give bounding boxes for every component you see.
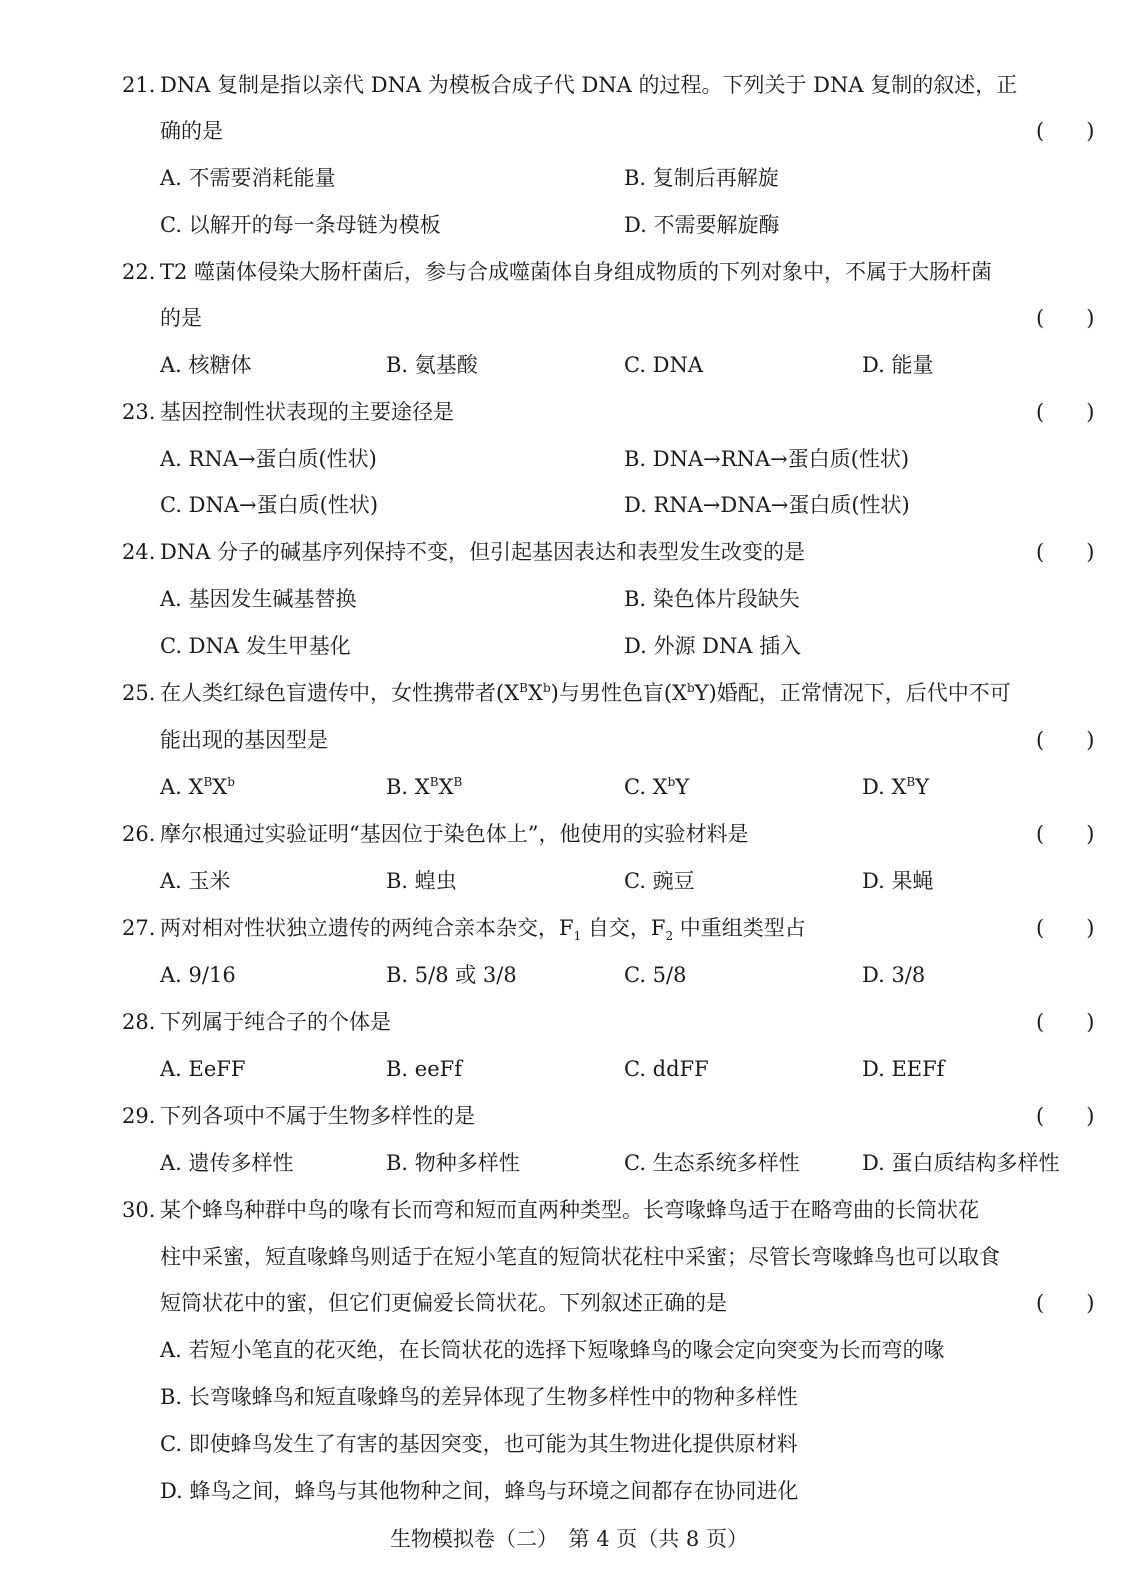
q30-option-c-row [0,1427,1138,1461]
option-c: C. $X^bY$ [624,775,690,799]
question-number: 23. [122,400,156,424]
option-d: D. 蛋白质结构多样性 [862,1151,1060,1175]
option-c: C. 即使蜂鸟发生了有害的基因突变，也可能为其生物进化提供原材料 [160,1432,798,1456]
question-number: 28. [122,1010,156,1034]
option-d: D. 果蝇 [862,869,934,893]
question-text: 在人类红绿色盲遗传中，女性携带者$(X^BX^b)$与男性色盲$(X^bY)$婚配，正常情况下，后代中不可 [160,681,1011,705]
option-a: A. 不需要消耗能量 [160,166,336,190]
question-number: 21. [122,73,156,97]
answer-blank: ( ) [1036,1291,1095,1315]
option-c: C. 以解开的每一条母链为模板 [160,213,441,237]
option-b: B. DNA→RNA→蛋白质(性状) [624,447,910,471]
question-text: 两对相对性状独立遗传的两纯合亲本杂交，$F_1$ 自交，$F_2$ 中重组类型占 [160,916,806,944]
option-b: B. 氨基酸 [386,353,478,377]
q23-options-row2 [0,488,1138,522]
q30-option-b-row [0,1380,1138,1414]
option-a: A. EeFF [160,1057,246,1081]
q22-line2 [0,301,1138,335]
option-c: C. DNA 发生甲基化 [160,634,351,658]
q30-line2 [0,1240,1138,1274]
option-d: D. 3/8 [862,963,926,987]
q21-options-row1 [0,161,1138,195]
option-a: A. 若短小笔直的花灭绝，在长筒状花的选择下短喙蜂鸟的喙会定向突变为长而弯的喙 [160,1338,945,1362]
option-a: A. $X^BX^b$ [160,775,235,799]
question-number: 26. [122,822,156,846]
q28-line1 [0,1005,1138,1039]
q27-line1 [0,911,1138,945]
question-text: 下列属于纯合子的个体是 [160,1010,391,1034]
question-text: 摩尔根通过实验证明“基因位于染色体上”，他使用的实验材料是 [160,822,749,846]
q25-line2 [0,723,1138,757]
q30-line1 [0,1193,1138,1227]
option-a: A. 核糖体 [160,353,252,377]
q21-line1 [0,68,1138,102]
option-c: C. 豌豆 [624,869,695,893]
option-b: B. 蝗虫 [386,869,457,893]
question-number: 24. [122,540,156,564]
answer-blank: ( ) [1036,1104,1095,1128]
option-d: D. 能量 [862,353,934,377]
question-text: 确的是 [160,119,223,143]
q30-option-a-row [0,1333,1138,1367]
q24-options-row2 [0,629,1138,663]
answer-blank: ( ) [1036,540,1095,564]
question-number: 29. [122,1104,156,1128]
q23-options-row1 [0,442,1138,476]
option-c: C. DNA→蛋白质(性状) [160,493,379,517]
question-number: 30. [122,1198,156,1222]
q21-line2 [0,114,1138,148]
answer-blank: ( ) [1036,822,1095,846]
question-number: 22. [122,260,156,284]
q29-line1 [0,1099,1138,1133]
q30-option-d-row [0,1474,1138,1508]
option-b: B. $X^BX^B$ [386,775,463,799]
question-text: 柱中采蜜，短直喙蜂鸟则适于在短小笔直的短筒状花柱中采蜜；尽管长弯喙蜂鸟也可以取食 [160,1245,1000,1269]
question-text: 能出现的基因型是 [160,728,328,752]
q22-options [0,348,1138,382]
option-b: B. 复制后再解旋 [624,166,779,190]
question-text: 某个蜂鸟种群中鸟的喙有长而弯和短而直两种类型。长弯喙蜂鸟适于在略弯曲的长筒状花 [160,1198,979,1222]
answer-blank: ( ) [1036,1010,1095,1034]
page-footer: 生物模拟卷（二） 第 4 页（共 8 页） [390,1527,748,1551]
option-a: A. 9/16 [160,963,236,987]
option-d: D. $X^BY$ [862,775,930,799]
q25-options [0,770,1138,804]
option-b: B. 物种多样性 [386,1151,520,1175]
option-a: A. 遗传多样性 [160,1151,294,1175]
question-text: 的是 [160,306,202,330]
option-a: A. RNA→蛋白质(性状) [160,447,377,471]
option-b: B. eeFf [386,1057,462,1081]
q26-line1 [0,817,1138,851]
q26-options [0,864,1138,898]
question-text: 基因控制性状表现的主要途径是 [160,400,454,424]
q27-options [0,958,1138,992]
question-number: 25. [122,681,156,705]
question-text: DNA 复制是指以亲代 DNA 为模板合成子代 DNA 的过程。下列关于 DNA 复制的叙述，正 [160,73,1018,97]
q25-line1 [0,676,1138,710]
option-c: C. DNA [624,353,704,377]
option-c: C. 生态系统多样性 [624,1151,800,1175]
option-d: D. RNA→DNA→蛋白质(性状) [624,493,910,517]
q29-options [0,1146,1138,1180]
q21-options-row2 [0,208,1138,242]
question-text: T2 噬菌体侵染大肠杆菌后，参与合成噬菌体自身组成物质的下列对象中，不属于大肠杆菌 [160,260,993,284]
option-d: D. EEFf [862,1057,945,1081]
option-b: B. 长弯喙蜂鸟和短直喙蜂鸟的差异体现了生物多样性中的物种多样性 [160,1385,798,1409]
answer-blank: ( ) [1036,400,1095,424]
option-b: B. 5/8 或 3/8 [386,963,517,987]
answer-blank: ( ) [1036,119,1095,143]
option-a: A. 玉米 [160,869,231,893]
question-text: 短筒状花中的蜜，但它们更偏爱长筒状花。下列叙述正确的是 [160,1291,727,1315]
q22-line1 [0,255,1138,289]
q28-options [0,1052,1138,1086]
q23-line1 [0,395,1138,429]
answer-blank: ( ) [1036,306,1095,330]
option-d: D. 外源 DNA 插入 [624,634,802,658]
option-c: C. 5/8 [624,963,687,987]
q24-line1 [0,535,1138,569]
answer-blank: ( ) [1036,728,1095,752]
answer-blank: ( ) [1036,916,1095,940]
option-d: D. 不需要解旋酶 [624,213,780,237]
question-text: 下列各项中不属于生物多样性的是 [160,1104,475,1128]
question-text: DNA 分子的碱基序列保持不变，但引起基因表达和表型发生改变的是 [160,540,806,564]
option-c: C. ddFF [624,1057,709,1081]
q30-line3 [0,1286,1138,1320]
option-d: D. 蜂鸟之间，蜂鸟与其他物种之间，蜂鸟与环境之间都存在协同进化 [160,1479,799,1503]
q24-options-row1 [0,582,1138,616]
option-b: B. 染色体片段缺失 [624,587,800,611]
question-number: 27. [122,916,156,940]
option-a: A. 基因发生碱基替换 [160,587,357,611]
